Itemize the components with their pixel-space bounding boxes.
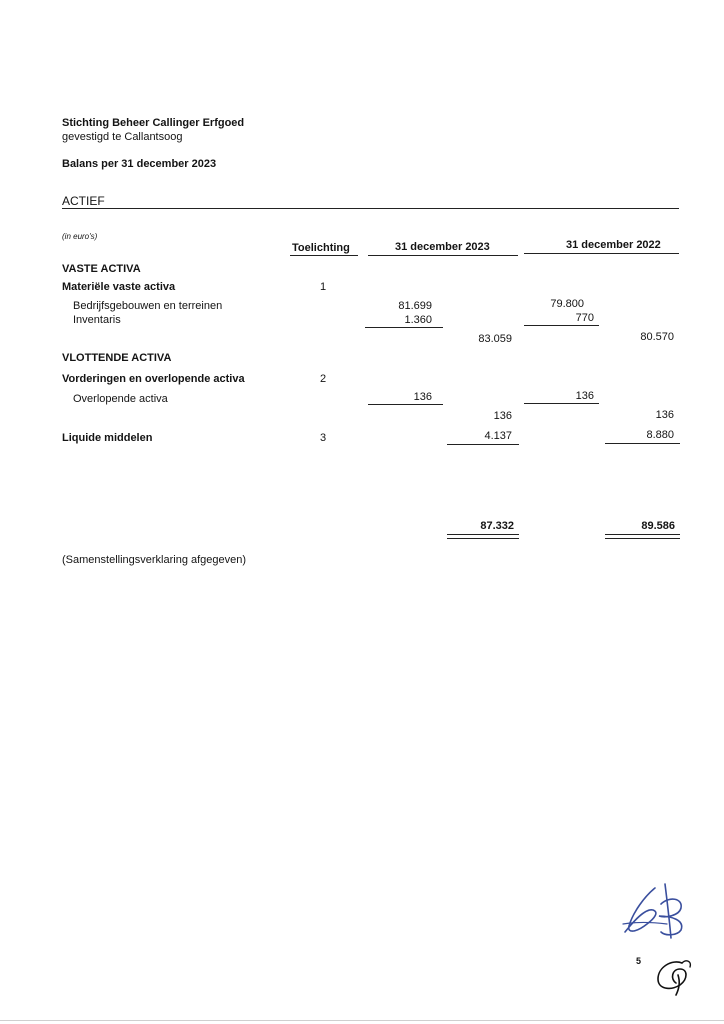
column-header-2022: 31 december 2022 xyxy=(566,239,661,251)
organization-name: Stichting Beheer Callinger Erfgoed xyxy=(62,117,245,129)
note-liquide-middelen: 3 xyxy=(320,432,327,444)
note-vorderingen: 2 xyxy=(320,373,327,385)
value-overlopende-2023: 136 xyxy=(413,391,432,403)
subtotal-rule-vorderingen-2023 xyxy=(368,404,443,405)
column-header-note-rule xyxy=(290,255,358,256)
handwritten-signature xyxy=(615,882,700,942)
heading-vlottende-activa: VLOTTENDE ACTIVA xyxy=(62,352,172,364)
column-header-2023: 31 december 2023 xyxy=(395,241,490,253)
column-header-2023-rule xyxy=(368,255,518,256)
value-liquide-2022: 8.880 xyxy=(646,429,674,441)
grand-total-2023: 87.332 xyxy=(480,520,514,532)
grand-total-2022: 89.586 xyxy=(641,520,675,532)
grand-total-double-rule-2023 xyxy=(447,534,519,539)
subtotal-rule-liquide-2023 xyxy=(447,444,519,445)
value-liquide-2023: 4.137 xyxy=(484,430,512,442)
value-inventaris-2022: 770 xyxy=(575,312,594,324)
note-materiele: 1 xyxy=(320,281,327,293)
label-inventaris: Inventaris xyxy=(73,314,121,326)
value-inventaris-2023: 1.360 xyxy=(404,314,432,326)
column-header-note: Toelichting xyxy=(292,242,350,254)
grand-total-double-rule-2022 xyxy=(605,534,680,539)
label-bedrijfsgebouwen: Bedrijfsgebouwen en terreinen xyxy=(73,300,223,312)
page-number: 5 xyxy=(636,956,642,966)
subtotal-rule-materiele-2023 xyxy=(365,327,443,328)
value-bedrijfsgebouwen-2022: 79.800 xyxy=(550,298,584,310)
subtotal-rule-liquide-2022 xyxy=(605,443,680,444)
report-title: Balans per 31 december 2023 xyxy=(62,158,217,170)
total-materiele-2023: 83.059 xyxy=(478,333,512,345)
handwritten-paraph xyxy=(652,955,698,997)
column-header-2022-rule xyxy=(524,253,679,254)
label-liquide-middelen: Liquide middelen xyxy=(62,432,153,444)
value-overlopende-2022: 136 xyxy=(575,390,594,402)
total-vorderingen-2023: 136 xyxy=(493,410,512,422)
label-vorderingen: Vorderingen en overlopende activa xyxy=(62,373,245,385)
subtotal-rule-materiele-2022 xyxy=(524,325,599,326)
total-materiele-2022: 80.570 xyxy=(640,331,674,343)
organization-location: gevestigd te Callantsoog xyxy=(62,131,183,143)
label-materiele-vaste-activa: Materiële vaste activa xyxy=(62,281,176,293)
subtotal-rule-vorderingen-2022 xyxy=(524,403,599,404)
compilation-statement: (Samenstellingsverklaring afgegeven) xyxy=(62,554,247,566)
section-rule xyxy=(62,208,679,209)
scan-edge-line xyxy=(0,1020,724,1021)
heading-vaste-activa: VASTE ACTIVA xyxy=(62,263,141,275)
section-title: ACTIEF xyxy=(62,194,105,208)
total-vorderingen-2022: 136 xyxy=(655,409,674,421)
unit-note: (in euro's) xyxy=(62,232,98,241)
label-overlopende-activa: Overlopende activa xyxy=(73,393,168,405)
value-bedrijfsgebouwen-2023: 81.699 xyxy=(398,300,432,312)
